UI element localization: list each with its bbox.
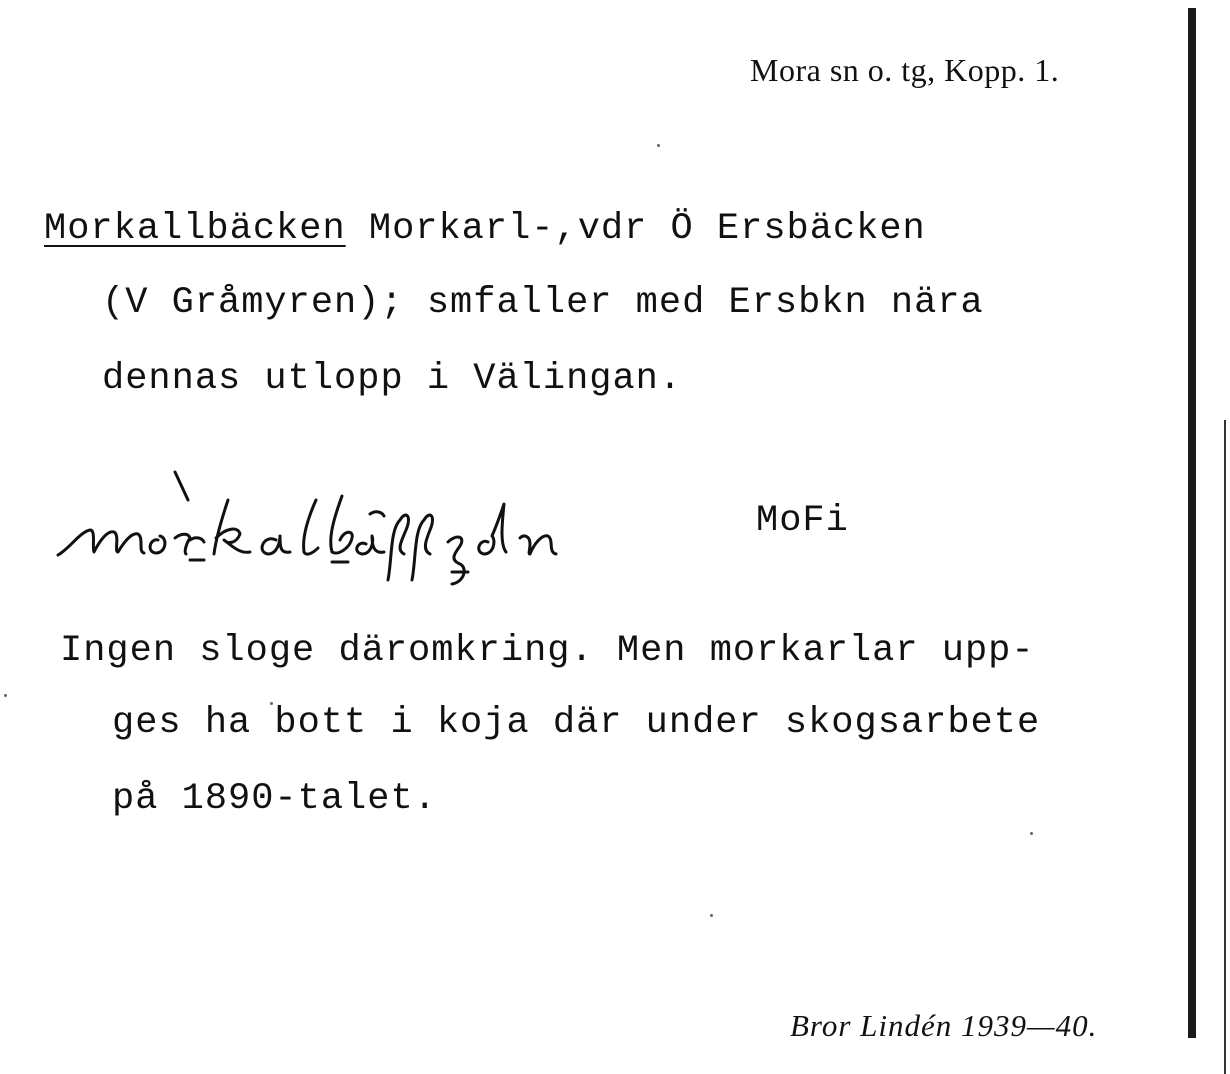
note-line-3: på 1890-talet. (112, 778, 437, 820)
entry-line-2: (V Gråmyren); smfaller med Ersbkn nära (102, 282, 984, 324)
note-line-1: Ingen sloge däromkring. Men morkarlar upp- (60, 630, 1035, 672)
parish-reference: Mora sn o. tg, Kopp. 1. (750, 52, 1060, 88)
card-edge-border (1188, 8, 1196, 1038)
paper-speck (657, 144, 660, 147)
collector-signature: Bror Lindén 1939—40. (790, 1008, 1098, 1043)
handwritten-pronunciation (40, 460, 620, 590)
paper-speck (1030, 832, 1033, 835)
paper-speck (710, 914, 713, 917)
entry-line-1 (44, 208, 926, 250)
headword: Morkallbäcken (44, 208, 346, 250)
note-line-2: ges ha bott i koja där under skogsarbete (112, 702, 1041, 744)
entry-line-1-rest: Morkarl-,vdr Ö Ersbäcken (345, 208, 926, 250)
informant-code: MoFi (756, 500, 849, 542)
paper-speck (4, 694, 7, 697)
card-edge-line (1224, 420, 1226, 1074)
entry-line-3: dennas utlopp i Välingan. (102, 358, 683, 400)
